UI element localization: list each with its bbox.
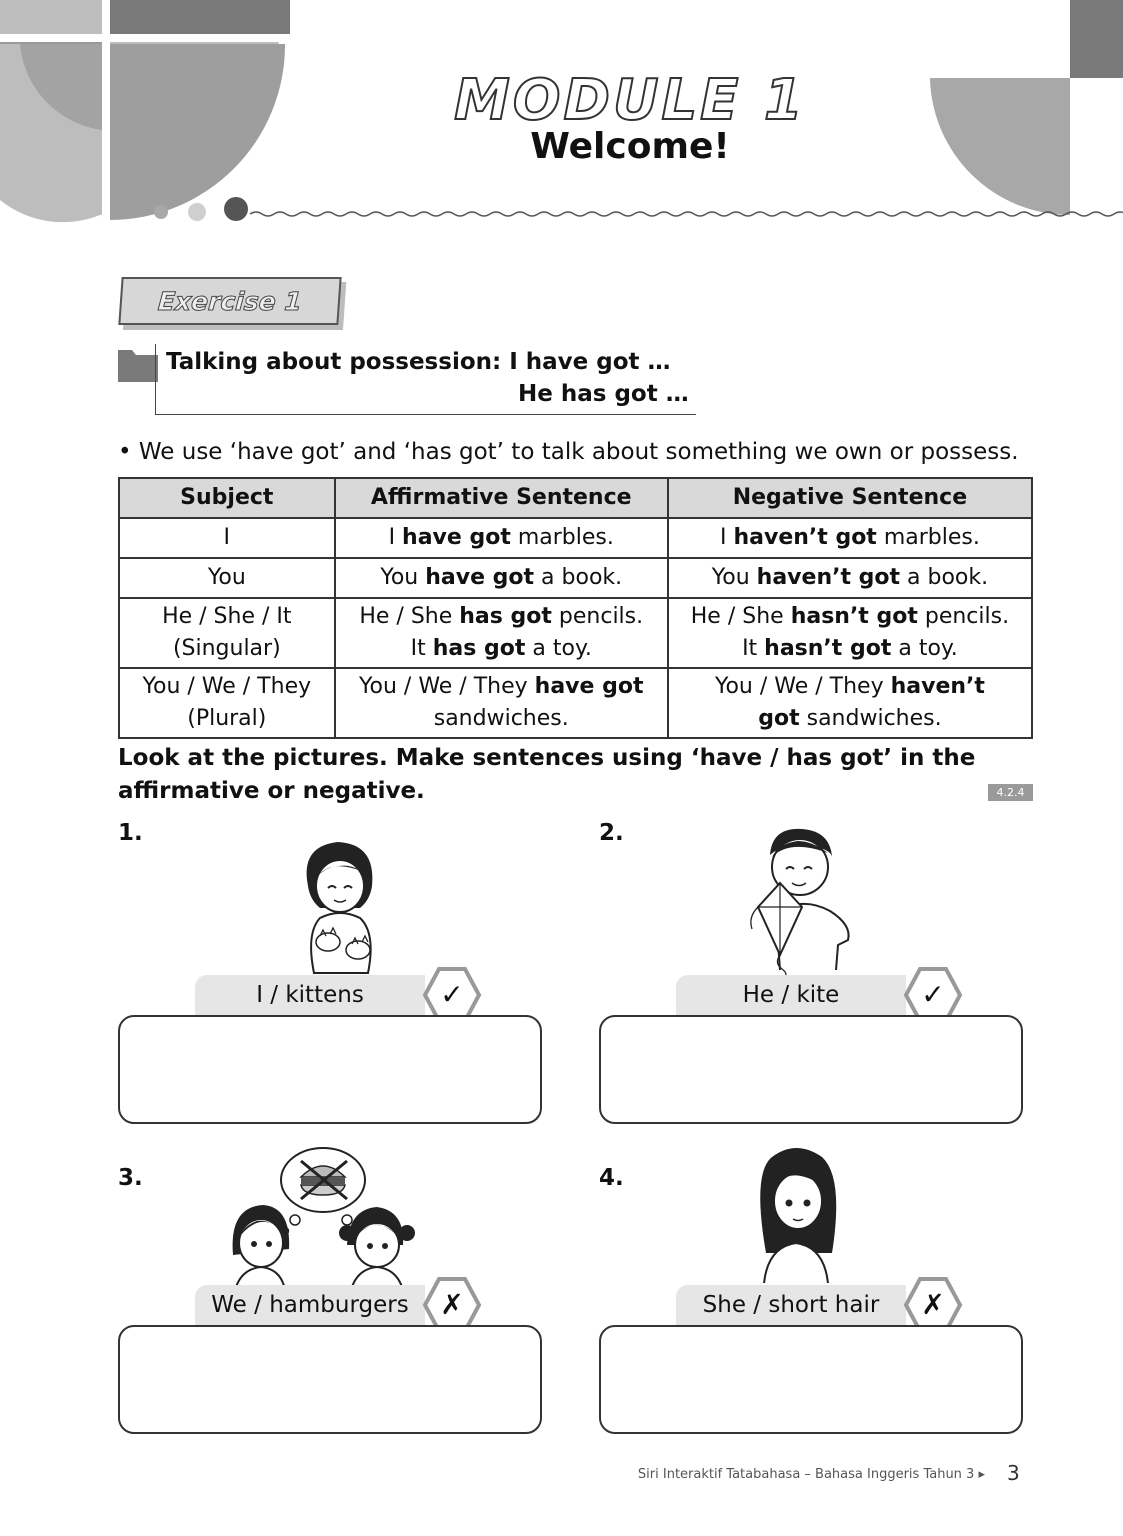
negative-sentence-line [673, 522, 1027, 554]
subject-line: You [207, 565, 246, 590]
exercise-label-text: Exercise 1 [157, 286, 303, 316]
subject-cell [119, 668, 335, 738]
sentence-part: You / We / They [714, 674, 891, 699]
sentence-part: pencils. [917, 604, 1010, 629]
sentence-part: He / She [690, 604, 791, 629]
table-row [119, 518, 1032, 558]
grammar-table [118, 477, 1033, 739]
check-icon-1: ✓ [440, 978, 464, 1011]
verb-phrase: have got [534, 674, 644, 699]
sentence-part: sandwiches. [433, 706, 569, 731]
verb-phrase: haven’t [890, 674, 985, 699]
table-row [119, 668, 1032, 738]
verb-phrase: have got [425, 565, 535, 590]
answer-box-4[interactable] [599, 1325, 1023, 1434]
subject-line: I [223, 525, 231, 550]
prompt-4: She / short hair [676, 1285, 906, 1325]
subject-line: He / She / It [162, 604, 292, 629]
cross-icon-3: ✗ [440, 1288, 464, 1321]
negative-sentence-line [673, 601, 1027, 633]
sentence-part: You [711, 565, 757, 590]
skill-code-badge: 4.2.4 [988, 784, 1033, 801]
header-subject: Subject [119, 478, 335, 518]
sentence-part: I [388, 525, 403, 550]
sentence-part: You / We / They [359, 674, 535, 699]
answer-box-2[interactable] [599, 1015, 1023, 1124]
folder-icon [118, 346, 158, 382]
header-negative: Negative Sentence [668, 478, 1032, 518]
page-subtitle: Welcome! [530, 126, 730, 167]
affirmative-sentence-line [340, 633, 663, 665]
footer-series-title: Siri Interaktif Tatabahasa – Bahasa Inggeris Tahun 3 [637, 1467, 975, 1482]
negative-cell [668, 668, 1032, 738]
header-divider [150, 192, 1123, 222]
module-title: MODULE 1 [454, 68, 806, 133]
sentence-part: He / She [359, 604, 460, 629]
bullet-icon: • [118, 439, 139, 465]
table-row [119, 598, 1032, 668]
header-affirmative: Affirmative Sentence [335, 478, 668, 518]
affirmative-cell [335, 558, 668, 598]
exercise-label [118, 277, 341, 325]
negative-cell [668, 558, 1032, 598]
verb-phrase: got [758, 706, 800, 731]
header-decoration-right [925, 0, 1123, 220]
footer-series [600, 1467, 985, 1482]
negative-cell [668, 518, 1032, 558]
sentence-part: a toy. [525, 636, 592, 661]
instruction-line-1: Look at the pictures. Make sentences using ‘have / has got’ in the [118, 745, 976, 771]
answer-box-1[interactable] [118, 1015, 542, 1124]
intro-sentence: We use ‘have got’ and ‘has got’ to talk about something we own or possess. [138, 439, 1019, 465]
topic-line-1: Talking about possession: I have got … [166, 349, 671, 375]
affirmative-cell [335, 668, 668, 738]
subject-line: You / We / They [142, 674, 312, 699]
sentence-part: a book. [534, 565, 623, 590]
intro-text [118, 439, 1048, 465]
affirmative-cell [335, 518, 668, 558]
affirmative-sentence-line [340, 671, 663, 703]
verb-phrase: have got [402, 525, 511, 550]
question-number-4: 4. [599, 1165, 624, 1191]
affirmative-cell [335, 598, 668, 668]
verb-phrase: has got [432, 636, 526, 661]
negative-sentence-line [673, 671, 1027, 703]
table-row [119, 558, 1032, 598]
verb-phrase: haven’t got [733, 525, 877, 550]
sentence-part: a toy. [891, 636, 958, 661]
page-number: 3 [1007, 1461, 1020, 1485]
question-number-2: 2. [599, 820, 624, 846]
sentence-part: sandwiches. [799, 706, 942, 731]
question-number-1: 1. [118, 820, 143, 846]
instruction-line-2: affirmative or negative. [118, 778, 425, 804]
task-instruction [118, 742, 998, 808]
footer-arrow-icon: ▸ [978, 1467, 985, 1482]
prompt-2: He / kite [676, 975, 906, 1015]
topic-line-2: He has got … [518, 381, 689, 407]
subject-line: (Singular) [172, 636, 281, 661]
verb-phrase: hasn’t got [764, 636, 892, 661]
two-girls-no-hamburger-illustration [225, 1145, 415, 1290]
subject-cell [119, 558, 335, 598]
prompt-3: We / hamburgers [195, 1285, 425, 1325]
sentence-part: marbles. [510, 525, 614, 550]
boy-holding-kite-illustration [740, 825, 855, 975]
girl-with-long-hair-illustration [752, 1143, 842, 1288]
girl-holding-kittens-illustration [290, 838, 390, 978]
negative-sentence-line [673, 703, 1027, 735]
question-number-3: 3. [118, 1165, 143, 1191]
affirmative-sentence-line [340, 601, 663, 633]
sentence-part: a book. [900, 565, 989, 590]
affirmative-sentence-line [340, 522, 663, 554]
sentence-part: You [380, 565, 426, 590]
subject-cell [119, 598, 335, 668]
subject-cell [119, 518, 335, 558]
affirmative-sentence-line [340, 703, 663, 735]
table-header-row [119, 478, 1032, 518]
check-icon-2: ✓ [921, 978, 945, 1011]
prompt-1: I / kittens [195, 975, 425, 1015]
sentence-part: pencils. [551, 604, 644, 629]
cross-icon-4: ✗ [921, 1288, 945, 1321]
negative-cell [668, 598, 1032, 668]
answer-box-3[interactable] [118, 1325, 542, 1434]
affirmative-sentence-line [340, 562, 663, 594]
verb-phrase: hasn’t got [790, 604, 918, 629]
verb-phrase: has got [459, 604, 552, 629]
sentence-part: It [410, 636, 433, 661]
sentence-part: I [720, 525, 734, 550]
sentence-part: marbles. [876, 525, 980, 550]
sentence-part: It [742, 636, 765, 661]
negative-sentence-line [673, 562, 1027, 594]
verb-phrase: haven’t got [756, 565, 901, 590]
negative-sentence-line [673, 633, 1027, 665]
subject-line: (Plural) [187, 706, 267, 731]
